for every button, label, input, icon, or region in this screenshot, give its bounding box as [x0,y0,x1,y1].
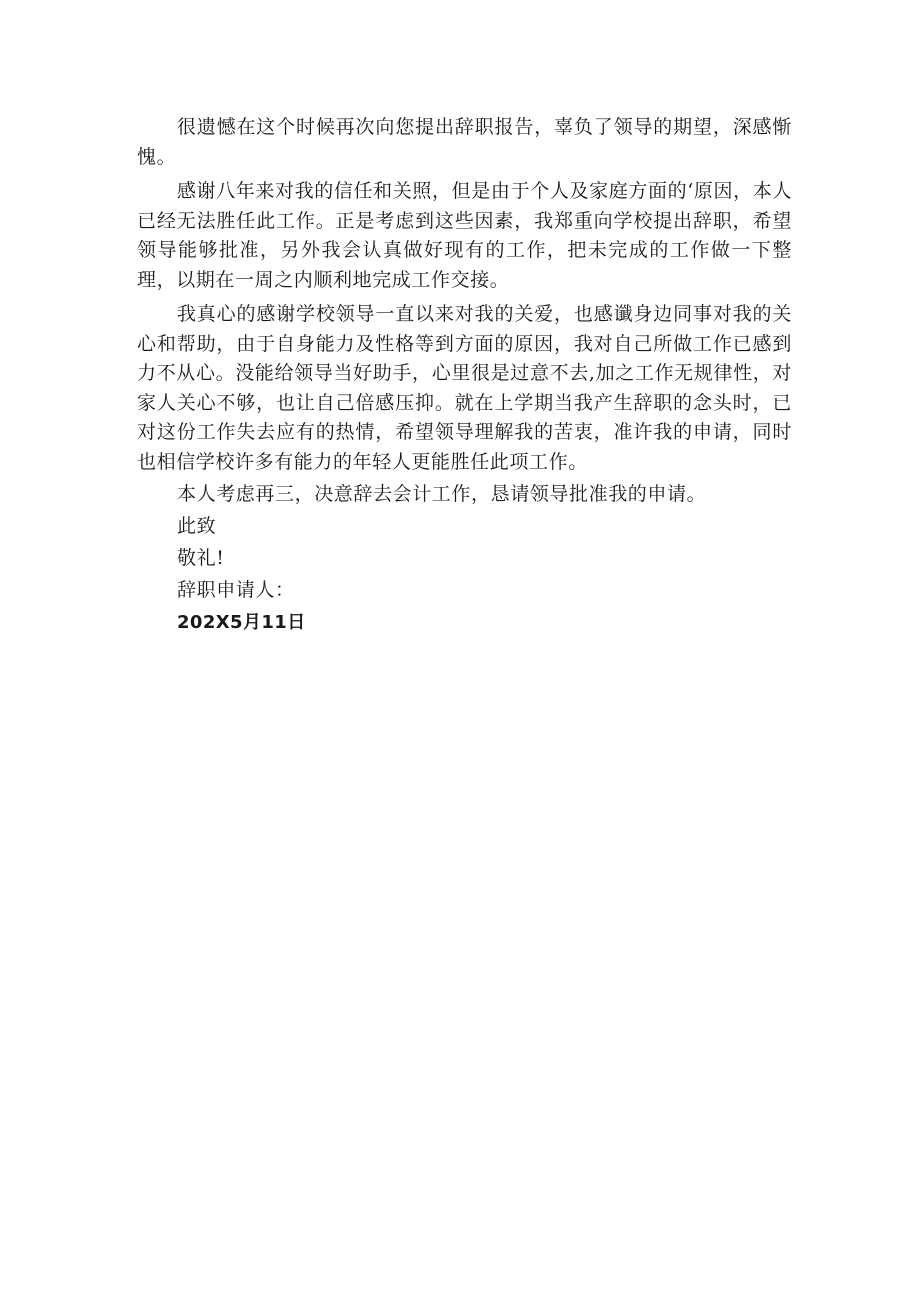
letter-closing: 此致 [177,515,217,537]
letter-salutation: 敬礼! [177,547,225,569]
letter-paragraph-3: 我真心的感谢学校领导一直以来对我的关爱，也感谶身边同事对我的关心和帮助，由于自身能力及性格等到方面的原因，我对自己所做工作已感到力不从心。没能给领导当好助手，心里很是过意不去,加之工作无规律性，对家人关心不够，也让自己倍感压抑。就在上学期当我产生辞职的念头时，已对这份工作失去应有的热情，希望领导理解我的苦衷，准许我的申请，同时也相信学校许多有能力的年轻人更能胜任此项工作。 [137,303,792,473]
resignation-letter [137,113,792,638]
signature-label: 辞职申请人： [177,579,295,601]
letter-date: 202X5月11日 [177,612,306,633]
letter-paragraph-1: 很遗憾在这个时候再次向您提出辞职报告，辜负了领导的期望，深感惭愧。 [137,116,792,168]
letter-conclusion: 本人考虑再三，决意辞去会计工作，恳请领导批准我的申请。 [177,483,707,505]
letter-paragraph-2: 感谢八年来对我的信任和关照，但是由于个人及家庭方面的‘原因，本人已经无法胜任此工作。正是考虑到这些因素，我郑重向学校提出辞职，希望领导能够批准，另外我会认真做好现有的工作，把未完成的工作做一下整理，以期在一周之内顺利地完成工作交接。 [137,180,792,291]
